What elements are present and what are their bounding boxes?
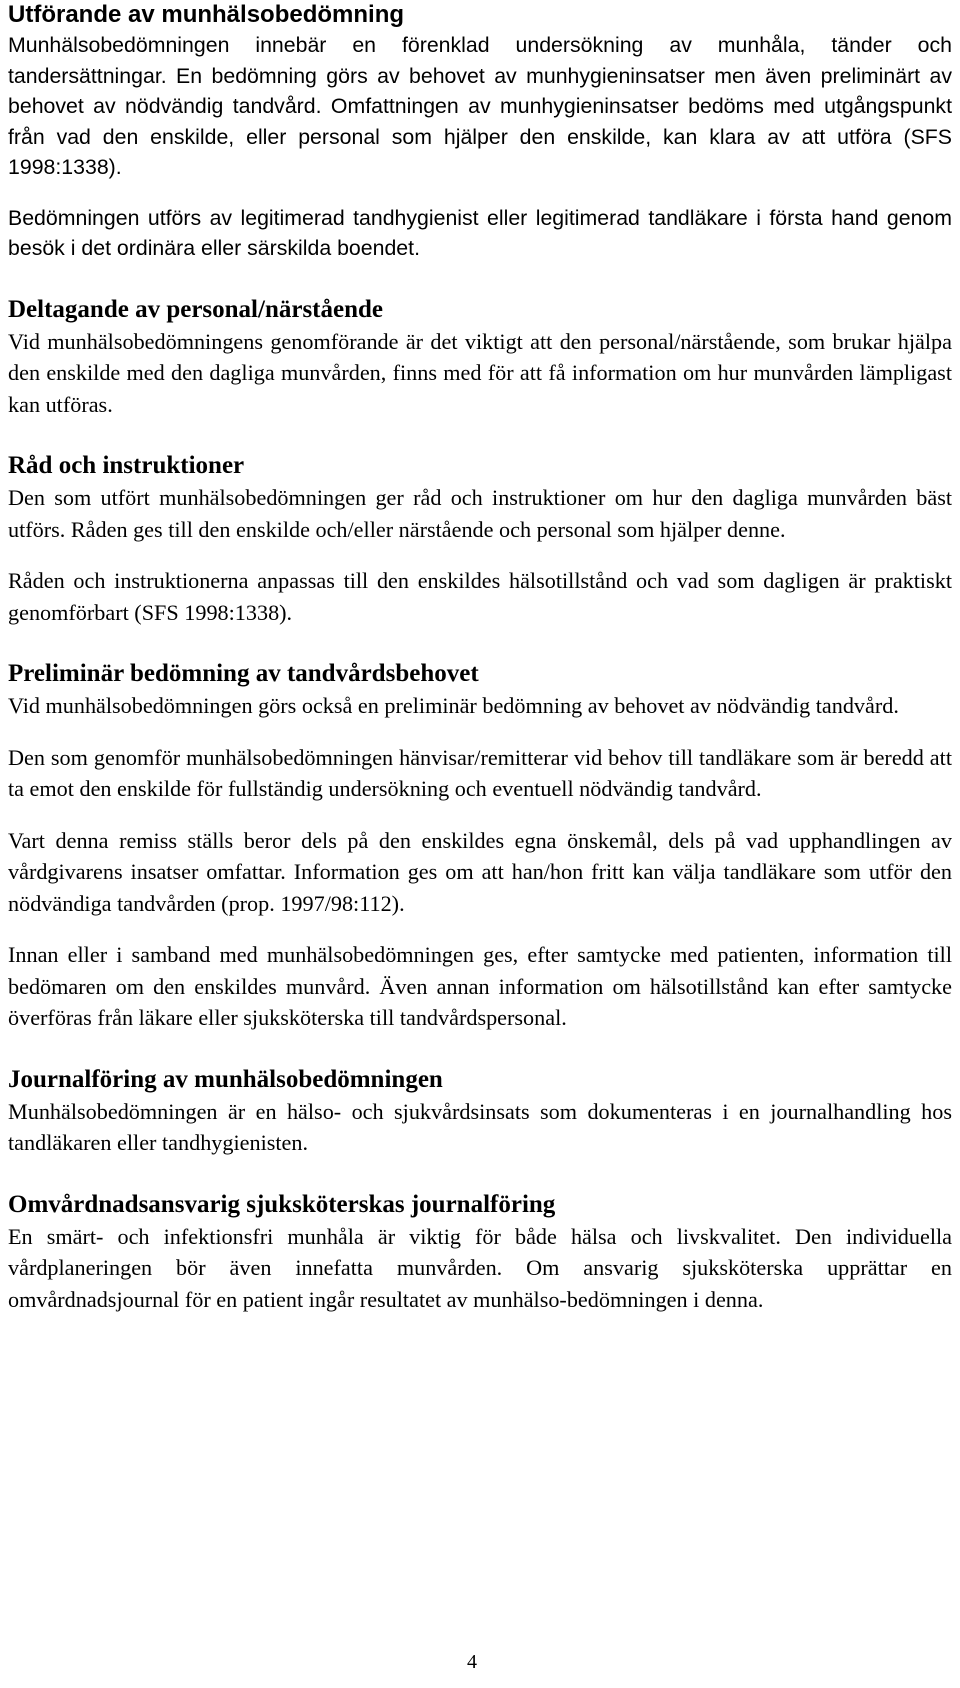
paragraph: Den som genomför munhälsobedömningen hänvisar/remitterar vid behov till tandläkare som är beredd att ta emot den enskilde för fullständig undersökning och eventuell nödvändig tandvård. xyxy=(8,744,952,801)
paragraph: Råden och instruktionerna anpassas till den enskildes hälsotillstånd och vad som dagligen är praktiskt genomförbart (SFS 1998:1338). xyxy=(8,568,952,625)
section-heading: Utförande av munhälsobedömning xyxy=(8,1,405,28)
section-heading: Preliminär bedömning av tandvårdsbehovet xyxy=(8,660,479,687)
section-utforande xyxy=(8,0,952,264)
paragraph: Vid munhälsobedömningen görs också en preliminär bedömning av behovet av nödvändig tandvård. xyxy=(8,693,899,718)
section-preliminar xyxy=(8,658,952,1034)
paragraph: En smärt- och infektionsfri munhåla är viktig för både hälsa och livskvalitet. Den individuella vårdplaneringen bör även innefatta munvården. Om ansvarig sjuksköterska upprättar en omvårdnadsjournal för en patient ingår resultatet av munhälso-bedömningen i denna. xyxy=(8,1223,952,1312)
section-omvardnad xyxy=(8,1189,952,1316)
paragraph: Munhälsobedömningen innebär en förenklad undersökning av munhåla, tänder och tandersättningar. En bedömning görs av behovet av munhygieninsatser men även preliminärt av behovet av nödvändig tandvård. Omfattningen av munhygieninsatser bedöms med utgångspunkt från vad den enskilde, eller personal som hjälper den enskilde, kan klara av att utföra (SFS 1998:1338). xyxy=(8,33,952,179)
section-heading: Råd och instruktioner xyxy=(8,452,245,479)
document-page xyxy=(8,0,952,1315)
paragraph: Bedömningen utförs av legitimerad tandhygienist eller legitimerad tandläkare i första hand genom besök i det ordinära eller särskilda boendet. xyxy=(8,205,952,260)
paragraph: Vart denna remiss ställs beror dels på den enskildes egna önskemål, dels på vad upphandlingen av vårdgivarens insatser omfattar. Information ges om att han/hon fritt kan välja tandläkare som utför den nödvändiga tandvården (prop. 1997/98:112). xyxy=(8,827,952,916)
page-number: 4 xyxy=(467,1651,477,1673)
section-deltagande xyxy=(8,294,952,421)
paragraph: Vid munhälsobedömningens genomförande är det viktigt att den personal/närstående, som brukar hjälpa den enskilde med den dagliga munvården, finns med för att få information om hur munvården lämpligast kan utföras. xyxy=(8,328,952,417)
section-heading: Journalföring av munhälsobedömningen xyxy=(8,1065,443,1093)
paragraph: Munhälsobedömningen är en hälso- och sjukvårdsinsats som dokumenteras i en journalhandling hos tandläkaren eller tandhygienisten. xyxy=(8,1098,952,1155)
paragraph: Den som utfört munhälsobedömningen ger råd och instruktioner om hur den dagliga munvården bäst utförs. Råden ges till den enskilde och/eller närstående och personal som hjälper denne. xyxy=(8,485,952,542)
section-journalforing xyxy=(8,1064,952,1159)
section-heading: Deltagande av personal/närstående xyxy=(8,295,383,323)
section-heading: Omvårdnadsansvarig sjuksköterskas journalföring xyxy=(8,1190,556,1218)
paragraph: Innan eller i samband med munhälsobedömningen ges, efter samtycke med patienten, information till bedömaren om den enskildes munvård. Även annan information om hälsotillstånd kan efter samtycke överföras från läkare eller sjuksköterska till tandvårdspersonal. xyxy=(8,942,952,1030)
section-rad xyxy=(8,450,952,628)
